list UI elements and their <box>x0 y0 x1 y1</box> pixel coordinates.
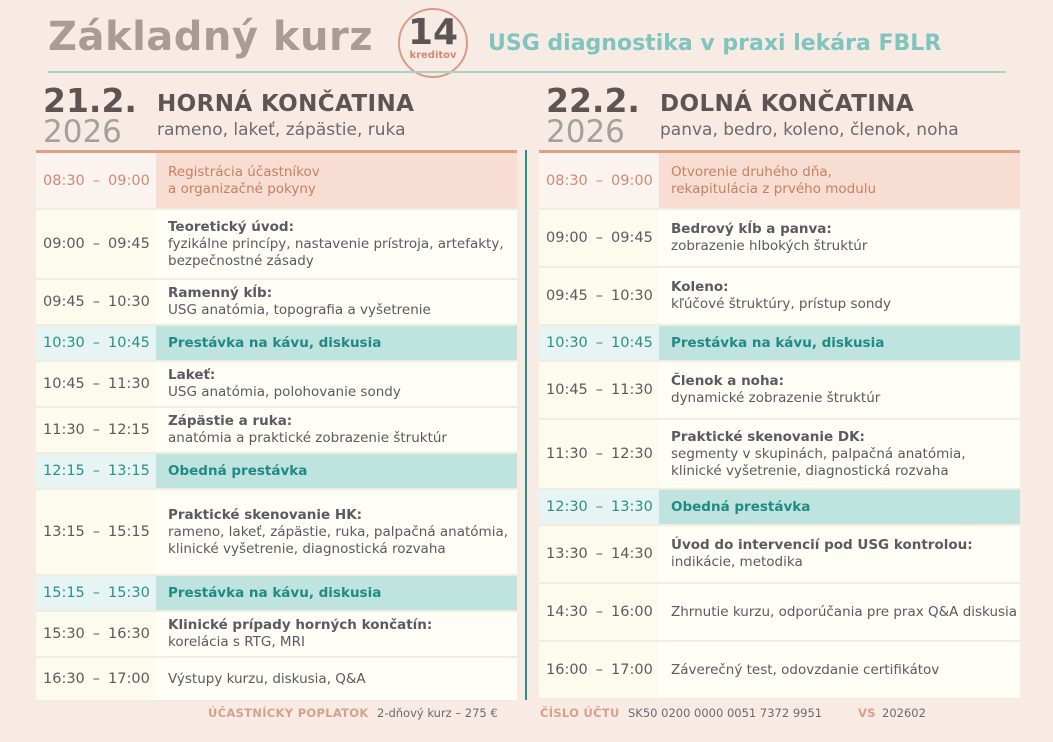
session-title: Teoretický úvod: <box>168 218 294 235</box>
day-heading <box>36 82 517 150</box>
description-cell <box>659 362 1020 418</box>
start-time: 08:30 <box>546 172 588 189</box>
day-title: DOLNÁ KONČATINA <box>660 91 915 117</box>
time-cell <box>36 612 156 656</box>
day-heading <box>539 82 1020 150</box>
day-date: 22.2. <box>546 81 640 120</box>
description-cell <box>156 576 517 610</box>
session-body: rameno, lakeť, zápästie, ruka, palpačná anatómia, klinické vyšetrenie, diagnostická rozvaha <box>168 523 509 557</box>
start-time: 13:30 <box>546 546 588 562</box>
session-title: Zápästie a ruka: <box>168 413 293 429</box>
time-separator: – <box>92 335 101 351</box>
session-body: Zhrnutie kurzu, odporúčania pre prax Q&A diskusia <box>671 603 1018 620</box>
time-separator: – <box>92 585 101 601</box>
session-row <box>36 362 517 408</box>
time-cell <box>36 362 156 406</box>
end-time: 13:30 <box>611 499 653 515</box>
end-time: 10:45 <box>611 335 653 351</box>
time-separator: – <box>595 546 604 562</box>
time-separator: – <box>92 626 101 642</box>
start-time: 09:00 <box>546 230 588 246</box>
time-cell <box>539 420 659 488</box>
description-cell <box>156 210 517 278</box>
fee-value: 2-dňový kurz – 275 € <box>377 706 498 720</box>
session-title: Koleno: <box>671 279 729 295</box>
account-value: SK50 0200 0000 0051 7372 9951 <box>628 706 823 720</box>
description-cell <box>156 454 517 488</box>
session-row <box>539 642 1020 700</box>
end-time: 09:45 <box>611 230 653 246</box>
description-cell <box>156 326 517 360</box>
time-separator: – <box>92 463 101 479</box>
time-cell <box>36 576 156 610</box>
end-time: 11:30 <box>611 382 653 398</box>
time-cell <box>539 326 659 360</box>
session-body: dynamické zobrazenie štruktúr <box>671 390 881 406</box>
session-body: USG anatómia, polohovanie sondy <box>168 384 401 400</box>
break-row <box>36 326 517 362</box>
end-time: 11:30 <box>108 376 150 392</box>
time-separator: – <box>595 335 604 351</box>
time-cell <box>36 454 156 488</box>
end-time: 10:30 <box>611 288 653 304</box>
session-title: Úvod do intervencií pod USG kontrolou: <box>671 537 973 553</box>
account-label: ČÍSLO ÚČTU <box>540 706 620 720</box>
day-subtitle: panva, bedro, koleno, členok, noha <box>660 120 959 140</box>
start-time: 09:00 <box>43 236 85 252</box>
day-year: 2026 <box>546 114 625 150</box>
time-separator: – <box>92 294 101 310</box>
session-body: fyzikálne princípy, nastavenie prístroja, artefakty, bezpečnostné zásady <box>168 235 504 269</box>
description-cell <box>659 153 1020 208</box>
time-cell <box>36 490 156 574</box>
session-body: indikácie, metodika <box>671 554 803 570</box>
end-time: 15:30 <box>108 585 150 601</box>
end-time: 12:30 <box>611 446 653 462</box>
time-cell <box>539 584 659 640</box>
end-time: 09:00 <box>611 172 653 189</box>
end-time: 09:45 <box>108 236 150 252</box>
description-cell <box>156 658 517 700</box>
day-year: 2026 <box>43 114 122 150</box>
end-time: 09:00 <box>108 172 150 189</box>
session-title: Praktické skenovanie DK: <box>671 428 865 445</box>
end-time: 16:00 <box>611 604 653 620</box>
time-cell <box>36 210 156 278</box>
session-row <box>36 408 517 454</box>
time-cell <box>539 642 659 698</box>
session-title: Otvorenie druhého dňa, <box>671 163 832 180</box>
schedule-table <box>36 153 517 702</box>
end-time: 10:30 <box>108 294 150 310</box>
description-cell <box>156 153 517 208</box>
description-cell <box>156 490 517 574</box>
time-separator: – <box>92 376 101 392</box>
end-time: 10:45 <box>108 335 150 351</box>
description-cell <box>659 420 1020 488</box>
time-separator: – <box>595 446 604 462</box>
time-separator: – <box>595 172 604 189</box>
credits-label: kreditov <box>409 50 457 61</box>
end-time: 12:15 <box>108 422 150 438</box>
vs-value: 202602 <box>882 706 926 720</box>
opening-row <box>36 153 517 210</box>
start-time: 10:30 <box>546 335 588 351</box>
end-time: 16:30 <box>108 626 150 642</box>
time-separator: – <box>92 524 101 540</box>
time-cell <box>36 153 156 208</box>
time-separator: – <box>595 382 604 398</box>
time-separator: – <box>595 662 604 678</box>
time-separator: – <box>92 236 101 252</box>
session-body: Výstupy kurzu, diskusia, Q&A <box>168 670 366 687</box>
session-row <box>539 268 1020 326</box>
time-cell <box>539 490 659 524</box>
session-body: Záverečný test, odovzdanie certifikátov <box>671 661 940 678</box>
time-cell <box>36 280 156 324</box>
session-title: Prestávka na kávu, diskusia <box>671 334 885 351</box>
session-title: Bedrový kĺb a panva: <box>671 221 832 237</box>
day-column-1 <box>36 82 517 702</box>
session-title: Lakeť: <box>168 367 216 383</box>
start-time: 12:15 <box>43 463 85 479</box>
start-time: 16:00 <box>546 662 588 678</box>
end-time: 14:30 <box>611 546 653 562</box>
schedule-table <box>539 153 1020 700</box>
start-time: 09:45 <box>546 288 588 304</box>
description-cell <box>659 490 1020 524</box>
start-time: 10:45 <box>546 382 588 398</box>
description-cell <box>659 526 1020 582</box>
time-cell <box>36 326 156 360</box>
session-body: kľúčové štruktúry, prístup sondy <box>671 296 891 312</box>
session-row <box>539 210 1020 268</box>
start-time: 08:30 <box>43 172 85 189</box>
session-title: Ramenný kĺb: <box>168 285 273 301</box>
day-date: 21.2. <box>43 81 137 120</box>
time-cell <box>539 268 659 324</box>
description-cell <box>659 326 1020 360</box>
header-divider <box>48 71 1006 73</box>
start-time: 09:45 <box>43 294 85 310</box>
session-title: Prestávka na kávu, diskusia <box>168 584 382 601</box>
session-title: Prestávka na kávu, diskusia <box>168 334 382 351</box>
session-title: Členok a noha: <box>671 373 785 389</box>
description-cell <box>659 210 1020 266</box>
time-cell <box>539 362 659 418</box>
session-body: zobrazenie hlbokých štruktúr <box>671 238 868 254</box>
session-body: segmenty v skupinách, palpačná anatómia, klinické vyšetrenie, diagnostická rozvaha <box>671 445 966 479</box>
end-time: 17:00 <box>611 662 653 678</box>
session-title: Praktické skenovanie HK: <box>168 506 363 523</box>
session-title: Klinické prípady horných končatín: <box>168 617 433 633</box>
session-row <box>36 658 517 702</box>
time-separator: – <box>595 230 604 246</box>
session-row <box>36 210 517 280</box>
start-time: 16:30 <box>43 671 85 687</box>
time-separator: – <box>92 172 101 189</box>
session-row <box>539 420 1020 490</box>
session-title: Registrácia účastníkov <box>168 163 320 180</box>
end-time: 17:00 <box>108 671 150 687</box>
credits-number: 14 <box>407 12 459 53</box>
session-body: korelácia s RTG, MRI <box>168 634 305 650</box>
header <box>0 0 1053 80</box>
day-column-2 <box>539 82 1020 700</box>
session-row <box>539 526 1020 584</box>
start-time: 12:30 <box>546 499 588 515</box>
column-divider <box>525 150 527 700</box>
start-time: 15:30 <box>43 626 85 642</box>
credits-badge <box>398 8 468 78</box>
start-time: 14:30 <box>546 604 588 620</box>
description-cell <box>659 584 1020 640</box>
course-title: Základný kurz <box>48 14 373 60</box>
session-row <box>36 612 517 658</box>
start-time: 10:45 <box>43 376 85 392</box>
session-body: a organizačné pokyny <box>168 180 316 197</box>
description-cell <box>156 408 517 452</box>
start-time: 11:30 <box>43 422 85 438</box>
time-cell <box>36 408 156 452</box>
session-row <box>36 280 517 326</box>
break-row <box>36 576 517 612</box>
time-separator: – <box>92 671 101 687</box>
vs-label: VS <box>858 706 876 720</box>
session-body: anatómia a praktické zobrazenie štruktúr <box>168 430 447 446</box>
end-time: 13:15 <box>108 463 150 479</box>
course-subtitle: USG diagnostika v praxi lekára FBLR <box>488 31 942 56</box>
description-cell <box>156 362 517 406</box>
time-separator: – <box>595 604 604 620</box>
session-row <box>539 362 1020 420</box>
description-cell <box>156 280 517 324</box>
session-title: Obedná prestávka <box>168 462 308 479</box>
time-separator: – <box>595 288 604 304</box>
session-body: rekapitulácia z prvého modulu <box>671 180 877 197</box>
fee-label: ÚČASTNÍCKY POPLATOK <box>208 706 369 720</box>
time-cell <box>36 658 156 700</box>
time-cell <box>539 153 659 208</box>
end-time: 15:15 <box>108 524 150 540</box>
break-row <box>539 490 1020 526</box>
time-cell <box>539 210 659 266</box>
description-cell <box>659 268 1020 324</box>
session-row <box>539 584 1020 642</box>
day-title: HORNÁ KONČATINA <box>157 91 415 117</box>
start-time: 10:30 <box>43 335 85 351</box>
session-row <box>36 490 517 576</box>
description-cell <box>659 642 1020 698</box>
break-row <box>539 326 1020 362</box>
session-body: USG anatómia, topografia a vyšetrenie <box>168 302 431 318</box>
break-row <box>36 454 517 490</box>
time-separator: – <box>595 499 604 515</box>
start-time: 11:30 <box>546 446 588 462</box>
day-subtitle: rameno, lakeť, zápästie, ruka <box>157 120 406 140</box>
footer <box>0 706 1053 726</box>
start-time: 15:15 <box>43 585 85 601</box>
description-cell <box>156 612 517 656</box>
session-title: Obedná prestávka <box>671 498 811 515</box>
opening-row <box>539 153 1020 210</box>
time-separator: – <box>92 422 101 438</box>
time-cell <box>539 526 659 582</box>
start-time: 13:15 <box>43 524 85 540</box>
